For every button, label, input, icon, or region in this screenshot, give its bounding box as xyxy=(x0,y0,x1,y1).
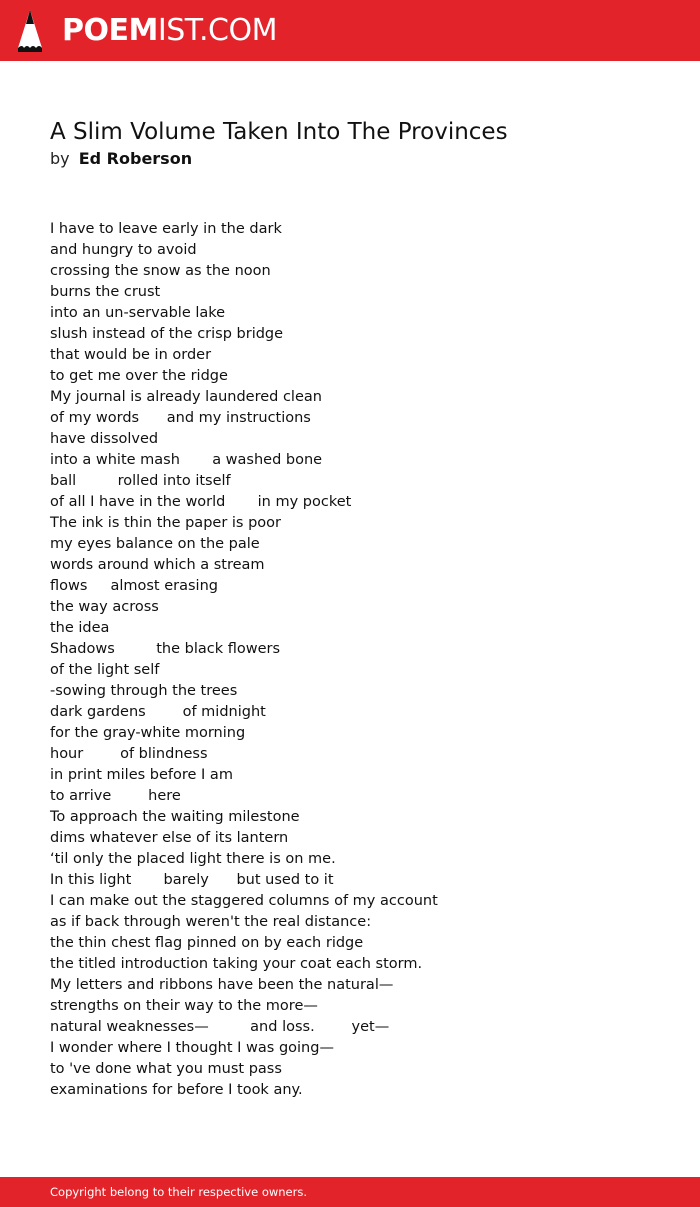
poem-line: examinations for before I took any. xyxy=(50,1082,303,1098)
poem-line: to 've done what you must pass xyxy=(50,1061,282,1077)
poem-line: ball rolled into itself xyxy=(50,473,231,489)
poem-line: that would be in order xyxy=(50,347,212,363)
poem-line: crossing the snow as the noon xyxy=(50,263,271,279)
poem-line: to arrive here xyxy=(50,788,181,804)
poem-line: My letters and ribbons have been the natural— xyxy=(50,977,394,993)
poem-line: words around which a stream xyxy=(50,557,265,573)
poem-line: the thin chest flag pinned on by each ridge xyxy=(50,935,364,951)
pencil-icon[interactable] xyxy=(18,10,42,52)
poem-line: I wonder where I thought I was going— xyxy=(50,1040,334,1056)
poem-line: I have to leave early in the dark xyxy=(50,221,282,237)
poem-line: into a white mash a washed bone xyxy=(50,452,323,468)
author-name: Ed Roberson xyxy=(78,149,193,168)
poem-line: My journal is already laundered clean xyxy=(50,389,322,405)
poem-line: into an un-servable lake xyxy=(50,305,226,321)
poem-line: To approach the waiting milestone xyxy=(50,809,300,825)
copyright-text: Copyright belong to their respective owners. xyxy=(50,1185,308,1199)
logo-brand-bold: POEM xyxy=(62,13,158,48)
poem-line: the titled introduction taking your coat each storm. xyxy=(50,956,423,972)
poem-body xyxy=(50,219,670,1101)
poem-line: and hungry to avoid xyxy=(50,242,197,258)
poem-title: A Slim Volume Taken Into The Provinces xyxy=(50,119,508,145)
poem-line: burns the crust xyxy=(50,284,161,300)
poem-line: slush instead of the crisp bridge xyxy=(50,326,284,342)
poem-line: ‘til only the placed light there is on me. xyxy=(50,851,336,867)
poem-line: in print miles before I am xyxy=(50,767,233,783)
poem-line: to get me over the ridge xyxy=(50,368,228,384)
poem-line: of all I have in the world in my pocket xyxy=(50,494,352,510)
poem-line: flows almost erasing xyxy=(50,578,218,594)
poem-line: Shadows the black flowers xyxy=(50,641,281,657)
site-footer xyxy=(0,1177,700,1207)
poem-line: dims whatever else of its lantern xyxy=(50,830,289,846)
poem-line: strengths on their way to the more— xyxy=(50,998,318,1014)
poem-line: the way across xyxy=(50,599,159,615)
poem-line: dark gardens of midnight xyxy=(50,704,266,720)
poem-line: The ink is thin the paper is poor xyxy=(50,515,281,531)
poem-line: of the light self xyxy=(50,662,160,678)
poem-line: the idea xyxy=(50,620,110,636)
poem-line: I can make out the staggered columns of my account xyxy=(50,893,438,909)
poem-line: hour of blindness xyxy=(50,746,208,762)
byline xyxy=(50,148,192,170)
poem-line: -sowing through the trees xyxy=(50,683,238,699)
poem-line: of my words and my instructions xyxy=(50,410,311,426)
poem-line: In this light barely but used to it xyxy=(50,872,334,888)
poem-line: my eyes balance on the pale xyxy=(50,536,260,552)
site-logo[interactable] xyxy=(62,12,277,50)
logo-brand-light: IST.COM xyxy=(157,13,277,48)
poem-line: have dissolved xyxy=(50,431,159,447)
poem-line: as if back through weren't the real distance: xyxy=(50,914,372,930)
site-header xyxy=(0,0,700,61)
poem-line: natural weaknesses— and loss. yet— xyxy=(50,1019,390,1035)
poem-line: for the gray-white morning xyxy=(50,725,246,741)
by-label: by xyxy=(50,149,70,168)
